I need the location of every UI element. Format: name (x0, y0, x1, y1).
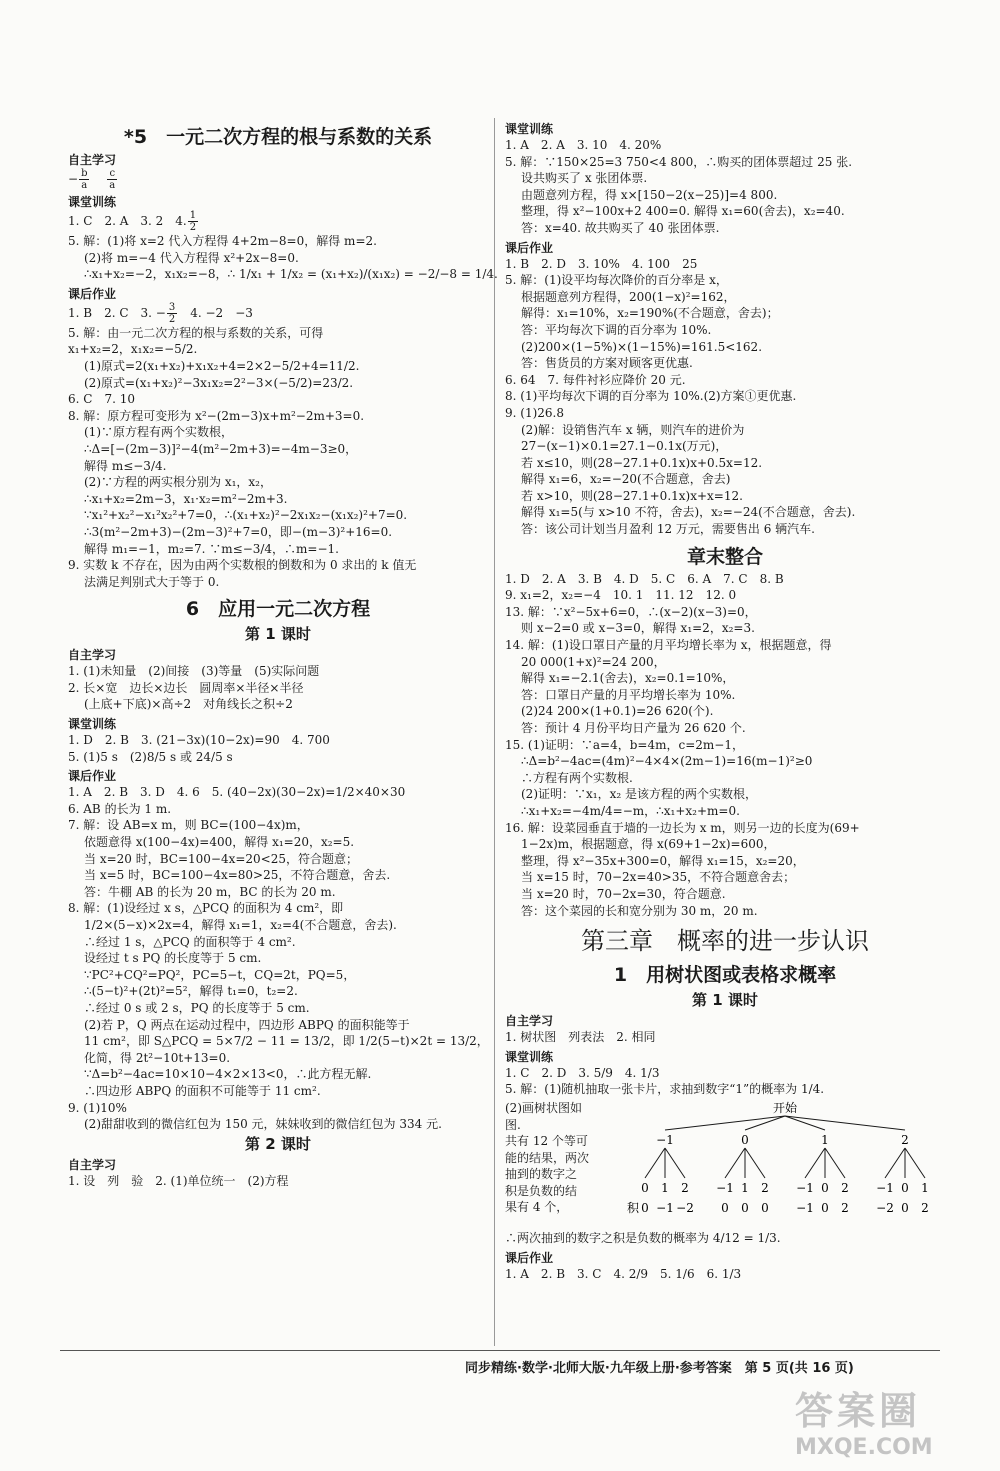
page-footer: 同步精练·数学·北师大版·九年级上册·参考答案 第 5 页(共 16 页) (465, 1361, 854, 1376)
answer-line: 当 x=20 时，BC=100−4x=20<25，符合题意； (84, 851, 359, 866)
label-zizhu: 自主学习 (68, 153, 117, 167)
label-kehou: 课后作业 (68, 769, 117, 784)
tree-level2-node: −1 (796, 1180, 814, 1195)
label-ketang: 课堂训练 (68, 195, 117, 209)
answer-line: 8. 解：(1)设经过 x s，△PCQ 的面积为 4 cm²，即 (68, 901, 344, 916)
tree-level2-node: 2 (681, 1180, 689, 1195)
answer-line: 当 x=20 时，70−2x=30，符合题意. (521, 886, 726, 901)
answer-line: 1. 设 列 验 2. (1)单位统一 (2)方程 (68, 1173, 289, 1188)
answer-line: ∴3(m²−2m+3)−(2m−3)²+7=0，即−(m−3)²+16=0. (84, 524, 393, 539)
zizhu-answer (68, 168, 488, 191)
tree-text-line: 图. (505, 1117, 521, 1132)
answer-line: ∴x₁+x₂=−4m/4=−m，∴x₁+x₂+m=0. (521, 803, 740, 818)
answer-line: (2)∵方程的两实根分别为 x₁，x₂， (84, 475, 272, 490)
lesson-2-title: 第 2 课时 (245, 1134, 311, 1153)
tree-level2-node: 0 (641, 1180, 649, 1195)
watermark-sub: MXQE.COM (795, 1435, 933, 1460)
answer-line: 化简，得 2t²−10t+13=0. (84, 1050, 231, 1065)
answer-line: 5. 解：(1)随机抽取一张卡片，求抽到数字“1”的概率为 1/4. (505, 1082, 825, 1097)
tree-product-value: 2 (921, 1200, 929, 1215)
tree-product-value: −1 (796, 1200, 814, 1215)
answer-line: 11 cm²，即 S△PCQ = 5×7/2 − 11 = 13/2，即 1/2(5−t)×2t = 13/2， (84, 1034, 489, 1049)
answer-line: 6. C 7. 10 (68, 392, 135, 407)
answer-line: (2)将 m=−4 代入方程得 x²+2x−8=0. (84, 250, 299, 265)
answer-line: 5. 解：由一元二次方程的根与系数的关系，可得 (68, 325, 324, 340)
answer-line: (2)证明：∵x₁，x₂ 是该方程的两个实数根， (521, 787, 757, 802)
answer-line: (2)若 P，Q 两点在运动过程中，四边形 ABPQ 的面积能等于 (84, 1017, 410, 1032)
tree-level2-node: 2 (841, 1180, 849, 1195)
answer-line: 7. 解：设 AB=x m，则 BC=(100−4x)m， (68, 818, 309, 833)
answer-line: 答：口罩日产量的月平均增长率为 10%. (521, 687, 736, 702)
answer-line: 设经过 t s PQ 的长度等于 5 cm. (84, 951, 262, 966)
answer-line: 8. 解：原方程可变形为 x²−(2m−3)x+m²−2m+3=0. (68, 408, 365, 423)
answer-line: ∴方程有两个实数根. (521, 770, 633, 785)
answer-line: 1. (1)未知量 (2)间接 (3)等量 (5)实际问题 (68, 664, 320, 679)
tree-branch (825, 1148, 845, 1178)
answer-line: 1. D 2. A 3. B 4. D 5. C 6. A 7. C 8. B (505, 571, 784, 586)
answer-line: 若 x≤10，则(28−27.1+0.1x)x+0.5x=12. (521, 455, 763, 470)
answer-line: 9. 实数 k 不存在，因为由两个实数根的倒数和为 0 求出的 k 值无 (68, 558, 417, 573)
answer-line: 若 x>10，则(28−27.1+0.1x)x+x=12. (521, 488, 743, 503)
answer-line: ∴四边形 ABPQ 的面积不可能等于 11 cm². (84, 1083, 321, 1098)
answer-line: 1. C 2. A 3. 2 4. $\frac{1}{2}$ (68, 210, 197, 233)
left-column (68, 118, 498, 1189)
answer-line: 16. 解：设菜园垂直于墙的一边长为 x m，则另一边的长度为(69+ (505, 820, 860, 835)
column-divider (494, 118, 495, 1346)
answer-line: 整理，得 x²−100x+2 400=0. 解得 x₁=60(舍去)，x₂=40. (521, 204, 845, 219)
answer-line: ∴两次抽到的数字之积是负数的概率为 4/12 = 1/3. (505, 1230, 781, 1245)
right-column (505, 118, 945, 1282)
tree-level2-node: 1 (741, 1180, 749, 1195)
label-kehou: 课后作业 (505, 1250, 554, 1265)
tree-level2-node: 1 (921, 1180, 929, 1195)
tree-product-value: 2 (841, 1200, 849, 1215)
answer-line: 当 x=15 时，70−2x=40>35，不符合题意舍去； (521, 870, 796, 885)
answer-line: ∴x₁+x₂=−2，x₁x₂=−8，∴ 1/x₁ + 1/x₂ = (x₁+x₂)/(x₁x₂) = −2/−8 = 1/4. (84, 267, 498, 282)
label-zizhu: 自主学习 (68, 1157, 117, 1172)
answer-line: 1. C 2. D 3. 5/9 4. 1/3 (505, 1065, 660, 1080)
tree-product-value: 0 (901, 1200, 909, 1215)
answer-line: 9. (1)10% (68, 1100, 127, 1115)
fraction-b-a: $\frac{b}{a}$ (81, 168, 88, 191)
answer-line: ∴x₁+x₂=2m−3，x₁·x₂=m²−2m+3. (84, 491, 288, 506)
footer-rule (60, 1350, 940, 1351)
fraction: $\frac{1}{2}$ (189, 210, 197, 233)
answer-line: 6. AB 的长为 1 m. (68, 801, 172, 816)
lesson-1-title: 第 1 课时 (692, 991, 758, 1010)
answer-line: (2)24 200×(1+0.1)=26 620(个). (521, 704, 714, 719)
answer-line: 答：预计 4 月份平均日产量为 26 620 个. (521, 721, 746, 735)
tree-level2-node: 1 (661, 1180, 669, 1195)
chapter-3-title: 第三章 概率的进一步认识 (581, 927, 869, 956)
answer-line: ∵PC²+CQ²=PQ²，PC=5−t，CQ=2t，PQ=5， (84, 967, 356, 982)
tree-product-value: 0 (721, 1200, 729, 1215)
answer-line: ∴(5−t)²+(2t)²=5²，解得 t₁=0，t₂=2. (84, 984, 298, 999)
answer-line: (2)原式=(x₁+x₂)²−3x₁x₂=2²−3×(−5/2)=23/2. (84, 375, 354, 390)
tree-branch (885, 1148, 905, 1178)
answer-line: 依题意得 x(100−4x)=400，解得 x₁=20，x₂=5. (84, 835, 355, 850)
answer-line: 解得 x₁=5(与 x>10 不符，舍去)，x₂=−24(不合题意，舍去). (521, 505, 856, 520)
tree-branch (665, 1116, 785, 1130)
answer-line: (2)200×(1−5%)×(1−15%)=161.5<162. (521, 339, 763, 354)
chapter-summary-title: 章末整合 (686, 545, 763, 568)
answer-line: 整理，得 x²−35x+300=0，解得 x₁=15，x₂=20， (521, 853, 805, 868)
answer-line: 答：售货员的方案对顾客更优惠. (521, 356, 693, 371)
answer-line: 1. B 2. C 3. − $\frac{3}{2}$ 4. −2 −3 (68, 301, 253, 325)
tree-product-value: 0 (821, 1200, 829, 1215)
answer-line: 5. (1)5 s (2)8/5 s 或 24/5 s (68, 749, 233, 764)
answer-line: 2. 长×宽 边长×边长 圆周率×半径×半径 (68, 680, 304, 695)
section-6-title: 6 应用一元二次方程 (185, 598, 371, 621)
tree-branch (745, 1148, 765, 1178)
section-3-1-title: 1 用树状图或表格求概率 (613, 964, 837, 987)
answer-line: 20 000(1+x)²=24 200， (521, 654, 666, 669)
tree-branch (905, 1148, 925, 1178)
answer-line: 答：这个菜园的长和宽分别为 30 m，20 m. (521, 903, 758, 918)
answer-line: 1. A 2. A 3. 10 4. 20% (505, 138, 662, 152)
answer-line: ∴经过 1 s，△PCQ 的面积等于 4 cm². (84, 934, 296, 949)
answer-line: 答：x=40. 故共购买了 40 张团体票. (521, 220, 720, 235)
answer-line: 答：该公司计划当月盈利 12 万元，需要售出 6 辆汽车. (521, 522, 815, 537)
answer-line: 当 x=5 时，BC=100−4x=80>25，不符合题意，舍去. (84, 868, 391, 883)
label-ketang: 课堂训练 (68, 717, 117, 732)
tree-product-label: 积 (626, 1200, 640, 1215)
tree-text-line: 抽到的数字之 (505, 1167, 578, 1182)
tree-level2-node: 2 (761, 1180, 769, 1195)
tree-text-line: 积是负数的结 (505, 1183, 578, 1198)
answer-line: ∴经过 0 s 或 2 s，PQ 的长度等于 5 cm. (84, 1000, 310, 1015)
answer-line: x₁+x₂=2，x₁x₂=−5/2. (68, 342, 198, 357)
fraction-c-a: $\frac{c}{a}$ (109, 168, 116, 191)
label-zizhu: 自主学习 (68, 648, 117, 663)
label-kehou: 课后作业 (505, 240, 554, 255)
answer-line: 1−2x)m，根据题意，得 x(69+1−2x)=600， (521, 837, 776, 852)
label-ketang: 课堂训练 (505, 1049, 554, 1064)
answer-line: 8. (1)平均每次下调的百分率为 10%.(2)方案①更优惠. (505, 389, 797, 404)
section-5-title: *5 一元二次方程的根与系数的关系 (123, 126, 433, 148)
tree-level1-node: 0 (741, 1132, 749, 1147)
answer-line: 答：平均每次下调的百分率为 10%. (521, 322, 712, 337)
answer-line: 27−(x−1)×0.1=27.1−0.1x(万元)， (521, 439, 728, 454)
answer-line: 解得：x₁=10%，x₂=190%(不合题意，舍去)； (521, 306, 779, 321)
answer-line: 则 x−2=0 或 x−3=0，解得 x₁=2，x₂=3. (521, 621, 755, 636)
tree-product-value: −1 (656, 1200, 674, 1215)
tree-diagram (626, 1100, 935, 1228)
answer-line: 5. 解：(1)将 x=2 代入方程得 4+2m−8=0，解得 m=2. (68, 234, 377, 248)
answer-line: 14. 解：(1)设口罩日产量的月平均增长率为 x，根据题意，得 (505, 638, 832, 653)
answer-line: (上底+下底)×高÷2 对角线长之积÷2 (84, 697, 293, 712)
answer-line: 1/2×(5−x)×2x=4，解得 x₁=1，x₂=4(不合题意，舍去). (84, 918, 397, 932)
tree-branch (665, 1148, 685, 1178)
answer-line: 法满足判别式大于等于 0. (84, 574, 220, 589)
tree-level2-node: −1 (716, 1180, 734, 1195)
answer-line: (2)解：设销售汽车 x 辆，则汽车的进价为 (521, 422, 745, 437)
tree-text-line: (2)画树状图如 (505, 1100, 582, 1115)
answer-line: 答：牛棚 AB 的长为 20 m，BC 的长为 20 m. (84, 884, 336, 899)
answer-line: 解得 m≤−3/4. (84, 458, 167, 473)
answer-line: (1)原式=2(x₁+x₂)+x₁x₂+4=2×2−5/2+4=11/2. (84, 358, 360, 373)
tree-diagram-block (505, 1100, 945, 1230)
label-zizhu: 自主学习 (505, 1014, 554, 1029)
answer-line: 1. B 2. D 3. 10% 4. 100 25 (505, 256, 698, 271)
answer-line: 5. 解：∵150×25=3 750<4 800，∴购买的团体票超过 25 张. (505, 154, 853, 169)
label-kehou: 课后作业 (68, 286, 117, 301)
tree-product-value: −2 (876, 1200, 894, 1215)
tree-branch (805, 1148, 825, 1178)
minus-sign: − (68, 172, 79, 186)
tree-branch (785, 1116, 905, 1130)
tree-text-line: 能的结果，两次 (505, 1150, 590, 1165)
answer-line: 13. 解：∵x²−5x+6=0，∴(x−2)(x−3)=0， (505, 604, 757, 619)
tree-text-line: 共有 12 个等可 (505, 1134, 588, 1149)
answer-line: 1. A 2. B 3. C 4. 2/9 5. 1/6 6. 1/3 (505, 1266, 742, 1281)
label-ketang: 课堂训练 (505, 122, 554, 136)
tree-level2-node: 0 (821, 1180, 829, 1195)
tree-level1-node: 2 (901, 1132, 909, 1147)
answer-line: ∵x₁²+x₂²−x₁²x₂²+7=0，∴(x₁+x₂)²−2x₁x₂−(x₁x₂)²+7=0. (84, 508, 408, 523)
answer-line: 由题意列方程，得 x×[150−2(x−25)]=4 800. (521, 187, 778, 202)
tree-product-value: 0 (641, 1200, 649, 1215)
answer-line: 设共购买了 x 张团体票. (521, 171, 648, 186)
tree-level2-node: 0 (901, 1180, 909, 1195)
answer-line: 9. (1)26.8 (505, 405, 564, 420)
tree-product-value: −2 (676, 1200, 694, 1215)
tree-level1-node: 1 (821, 1132, 829, 1147)
answer-line: (2)甜甜收到的微信红包为 150 元，妹妹收到的微信红包为 334 元. (84, 1117, 442, 1132)
answer-line: 解得 x₁=6，x₂=−20(不合题意，舍去) (521, 472, 731, 487)
tree-branch (645, 1148, 665, 1178)
tree-branch (725, 1148, 745, 1178)
fraction: $\frac{3}{2}$ (168, 301, 176, 325)
answer-line: ∴Δ=[−(2m−3)]²−4(m²−2m+3)=−4m−3≥0， (84, 441, 358, 456)
answer-line: (1)∵原方程有两个实数根， (84, 425, 233, 440)
answer-line: 1. A 2. B 3. D 4. 6 5. (40−2x)(30−2x)=1/2×40×30 (68, 785, 406, 800)
answer-line: 解得 m₁=−1，m₂=7. ∵m≤−3/4，∴m=−1. (84, 541, 339, 556)
answer-line: ∴Δ=b²−4ac=(4m)²−4×4×(2m−1)=16(m−1)²≥0 (521, 754, 813, 769)
tree-text-line: 果有 4 个， (505, 1200, 569, 1215)
answer-line: 根据题意列方程得，200(1−x)²=162， (521, 289, 736, 304)
tree-explanation (505, 1100, 623, 1216)
answer-line: 15. (1)证明：∵a=4，b=4m，c=2m−1， (505, 737, 744, 752)
answer-line: ∵Δ=b²−4ac=10×10−4×2×13<0，∴此方程无解. (84, 1067, 372, 1082)
tree-product-value: 0 (761, 1200, 769, 1215)
tree-level1-node: −1 (656, 1132, 674, 1147)
lesson-1-title: 第 1 课时 (245, 625, 311, 644)
answer-line: 9. x₁=2，x₂=−4 10. 1 11. 12 12. 0 (505, 588, 737, 603)
answer-line: 解得 x₁=−2.1(舍去)，x₂=0.1=10%， (521, 671, 735, 686)
watermark-logo (795, 1380, 933, 1460)
answer-line: 6. 64 7. 每件衬衫应降价 20 元. (505, 372, 686, 387)
answer-line: 1. D 2. B 3. (21−3x)(10−2x)=90 4. 700 (68, 733, 330, 748)
answer-line: 5. 解：(1)设平均每次降价的百分率是 x， (505, 273, 728, 288)
answer-line: 1. 树状图 列表法 2. 相同 (505, 1030, 656, 1045)
tree-level2-node: −1 (876, 1180, 894, 1195)
watermark-main: 答案圈 (795, 1389, 922, 1433)
tree-root-label: 开始 (772, 1100, 798, 1115)
tree-product-value: 0 (741, 1200, 749, 1215)
